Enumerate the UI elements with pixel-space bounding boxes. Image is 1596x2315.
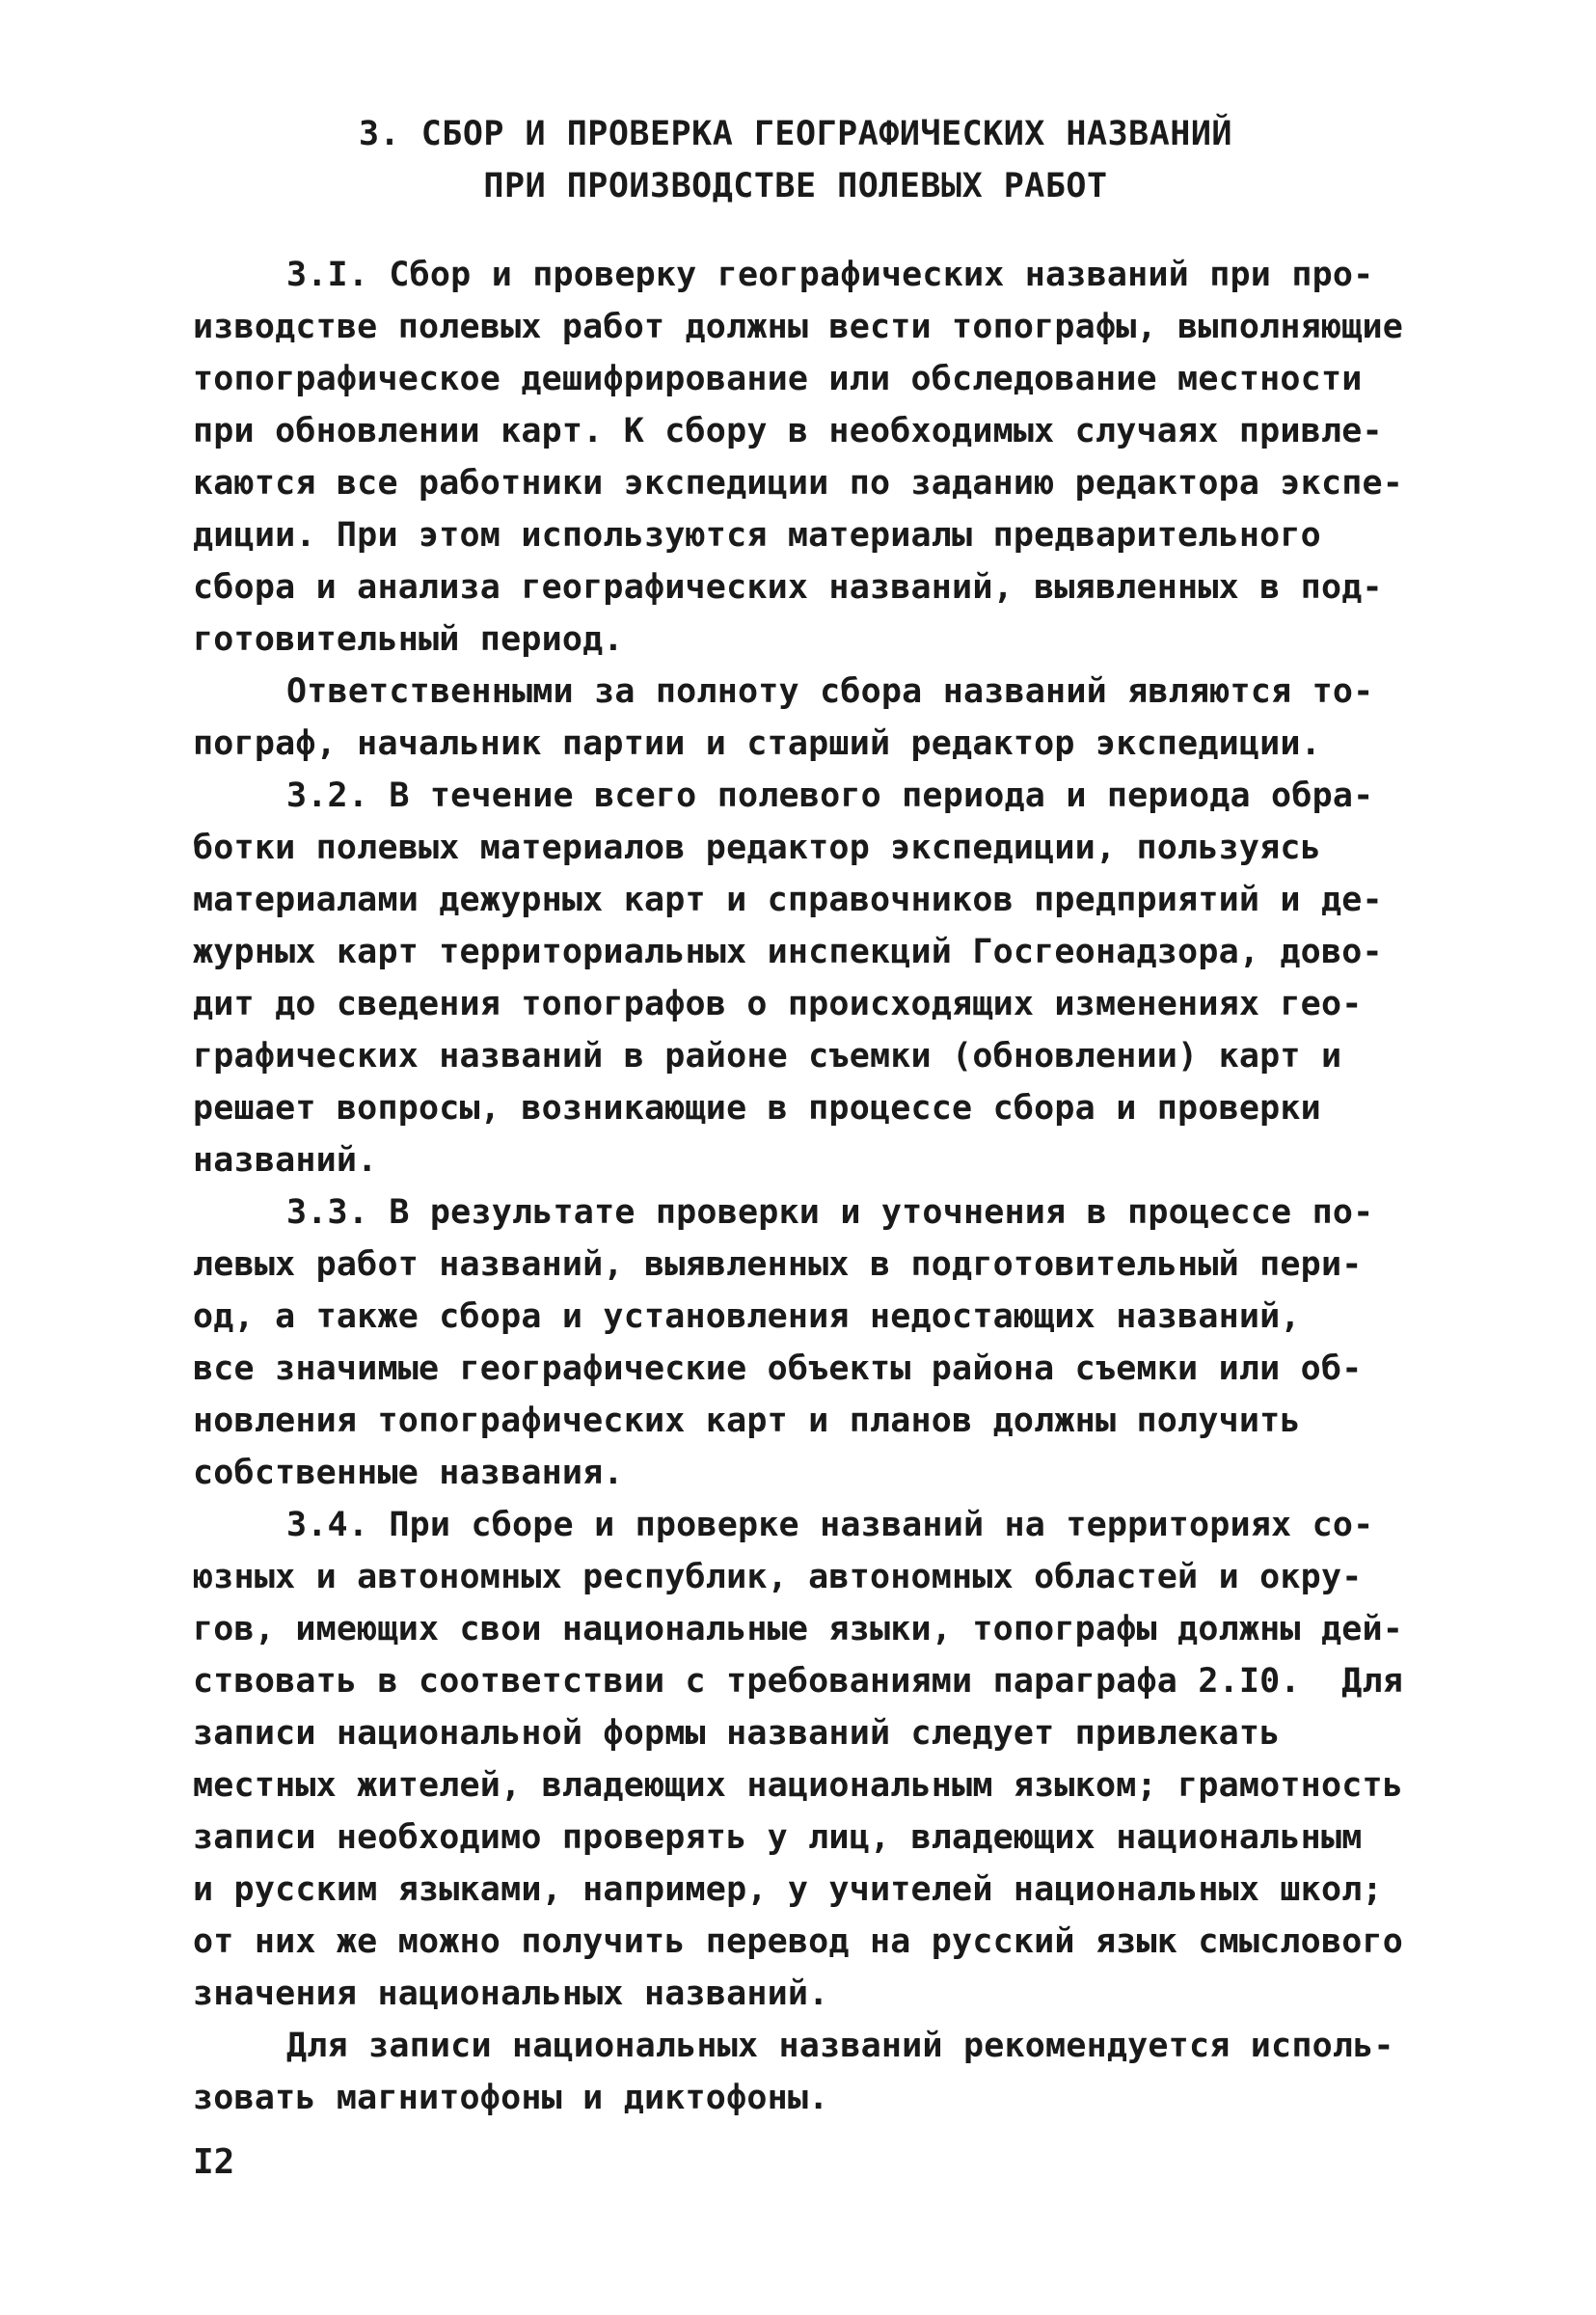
body-line: графических названий в районе съемки (обновлении) карт и bbox=[193, 1037, 1342, 1076]
page-number: I2 bbox=[193, 2142, 235, 2182]
body-line: юзных и автономных республик, автономных областей и окру- bbox=[193, 1558, 1363, 1596]
body-line: материалами дежурных карт и справочников предприятий и де- bbox=[193, 881, 1383, 919]
body-line: журных карт территориальных инспекций Госгеонадзора, дово- bbox=[193, 933, 1383, 971]
body-line: дит до сведения топографов о происходящих изменениях гео- bbox=[193, 985, 1363, 1023]
body-line: Для записи национальных названий рекомендуется исполь- bbox=[286, 2027, 1394, 2065]
body-line: диции. При этом используются материалы предварительного bbox=[193, 516, 1321, 555]
body-line: при обновлении карт. К сбору в необходимых случаях привле- bbox=[193, 412, 1383, 450]
body-line: каются все работники экспедиции по заданию редактора экспе- bbox=[193, 464, 1404, 503]
body-line: изводстве полевых работ должны вести топографы, выполняющие bbox=[193, 308, 1404, 346]
body-line: названий. bbox=[193, 1141, 378, 1180]
body-line: зовать магнитофоны и диктофоны. bbox=[193, 2079, 829, 2117]
body-line: пограф, начальник партии и старший редактор экспедиции. bbox=[193, 724, 1321, 763]
body-line: 3.3. В результате проверки и уточнения в процессе по- bbox=[286, 1193, 1374, 1232]
body-line: местных жителей, владеющих национальным языком; грамотность bbox=[193, 1766, 1404, 1805]
body-line: 3.I. Сбор и проверку географических названий при про- bbox=[286, 256, 1374, 294]
body-line: сбора и анализа географических названий, выявленных в под- bbox=[193, 568, 1383, 607]
section-heading-line-2: ПРИ ПРОИЗВОДСТВЕ ПОЛЕВЫХ РАБОТ bbox=[483, 167, 1108, 205]
body-line: все значимые географические объекты района съемки или об- bbox=[193, 1349, 1363, 1388]
body-line: ствовать в соответствии с требованиями параграфа 2.I0. Для bbox=[193, 1662, 1404, 1701]
body-line: записи необходимо проверять у лиц, владеющих национальным bbox=[193, 1818, 1363, 1857]
body-line: од, а также сбора и установления недостающих названий, bbox=[193, 1297, 1301, 1336]
section-heading-line-1: 3. СБОР И ПРОВЕРКА ГЕОГРАФИЧЕСКИХ НАЗВАНИЙ bbox=[358, 115, 1232, 153]
body-line: и русским языками, например, у учителей национальных школ; bbox=[193, 1870, 1383, 1909]
body-line: ботки полевых материалов редактор экспедиции, пользуясь bbox=[193, 829, 1321, 867]
body-line: от них же можно получить перевод на русский язык смыслового bbox=[193, 1922, 1404, 1961]
body-line: топографическое дешифрирование или обследование местности bbox=[193, 360, 1363, 398]
body-line: решает вопросы, возникающие в процессе сбора и проверки bbox=[193, 1089, 1321, 1128]
body-line: собственные названия. bbox=[193, 1454, 624, 1492]
body-line: Ответственными за полноту сбора названий являются то- bbox=[286, 672, 1374, 711]
body-line: гов, имеющих свои национальные языки, топографы должны дей- bbox=[193, 1610, 1404, 1648]
body-line: 3.4. При сборе и проверке названий на территориях со- bbox=[286, 1506, 1374, 1544]
body-line: 3.2. В течение всего полевого периода и периода обра- bbox=[286, 776, 1374, 815]
body-line: значения национальных названий. bbox=[193, 1975, 829, 2013]
body-line: готовительный период. bbox=[193, 620, 624, 659]
body-line: левых работ названий, выявленных в подготовительный пери- bbox=[193, 1245, 1363, 1284]
body-line: новления топографических карт и планов должны получить bbox=[193, 1402, 1301, 1440]
body-line: записи национальной формы названий следует привлекать bbox=[193, 1714, 1281, 1753]
